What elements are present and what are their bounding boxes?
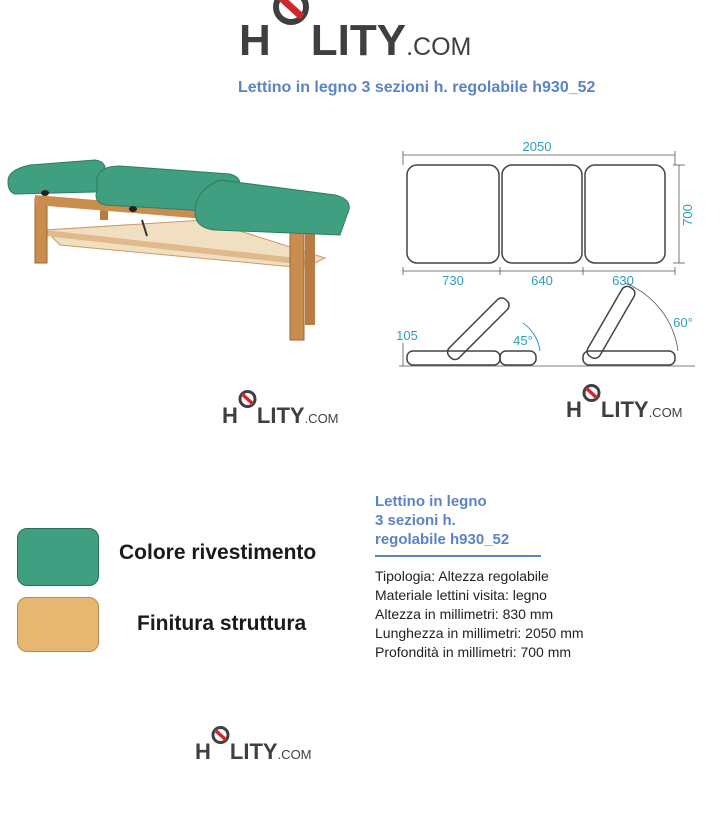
brand-o-icon [238, 405, 257, 423]
angle-end: 60° [673, 315, 693, 330]
spec-divider [375, 555, 541, 557]
brand-letters-lity: LITY [229, 739, 278, 764]
brand-letters-lity: LITY [310, 16, 407, 65]
angle-mid: 45° [513, 333, 533, 348]
spec-line: Materiale lettini visita: legno [375, 587, 547, 603]
dim-section-1: 730 [442, 273, 464, 288]
dim-width: 700 [680, 204, 695, 226]
brand-letters-lity: LITY [600, 397, 649, 422]
brand-domain: .COM [648, 405, 683, 420]
spec-title-line: Lettino in legno [375, 493, 487, 510]
brand-domain: .COM [304, 411, 339, 426]
spec-line: Tipologia: Altezza regolabile [375, 568, 549, 584]
brand-letter-h: H [222, 403, 238, 428]
brand-domain: .COM [277, 747, 312, 762]
brand-logo-top [239, 16, 471, 66]
dim-height-flat: 105 [396, 328, 418, 343]
spec-line: Altezza in millimetri: 830 mm [375, 606, 554, 622]
brand-letter-h: H [195, 739, 211, 764]
brand-o-icon [211, 741, 230, 759]
product-title: Lettino in legno 3 sezioni h. regolabile h930_52 [238, 79, 596, 96]
dim-section-3: 630 [612, 273, 634, 288]
brand-letters-lity: LITY [256, 403, 305, 428]
frame-color-swatch [17, 597, 99, 652]
brand-logo-photo [222, 403, 339, 429]
spec-line: Profondità in millimetri: 700 mm [375, 644, 572, 660]
cover-color-swatch [17, 528, 99, 586]
brand-domain: .COM [406, 33, 472, 61]
spec-title-line: 3 sezioni h. [375, 512, 456, 529]
spec-block [375, 492, 584, 662]
brand-letter-h: H [239, 16, 271, 65]
cover-color-label: Colore rivestimento [119, 541, 317, 564]
product-photo [5, 150, 355, 350]
spec-line: Lunghezza in millimetri: 2050 mm [375, 625, 584, 641]
brand-o-icon [272, 19, 310, 55]
frame-color-label: Finitura struttura [137, 612, 307, 635]
dim-section-2: 640 [531, 273, 553, 288]
brand-o-icon [582, 399, 601, 417]
spec-title-line: regolabile h930_52 [375, 531, 510, 548]
brand-letter-h: H [566, 397, 582, 422]
brand-logo-bottom [195, 739, 312, 765]
brand-logo-drawing [566, 397, 683, 423]
technical-drawing [395, 135, 700, 370]
dim-length: 2050 [522, 139, 552, 154]
